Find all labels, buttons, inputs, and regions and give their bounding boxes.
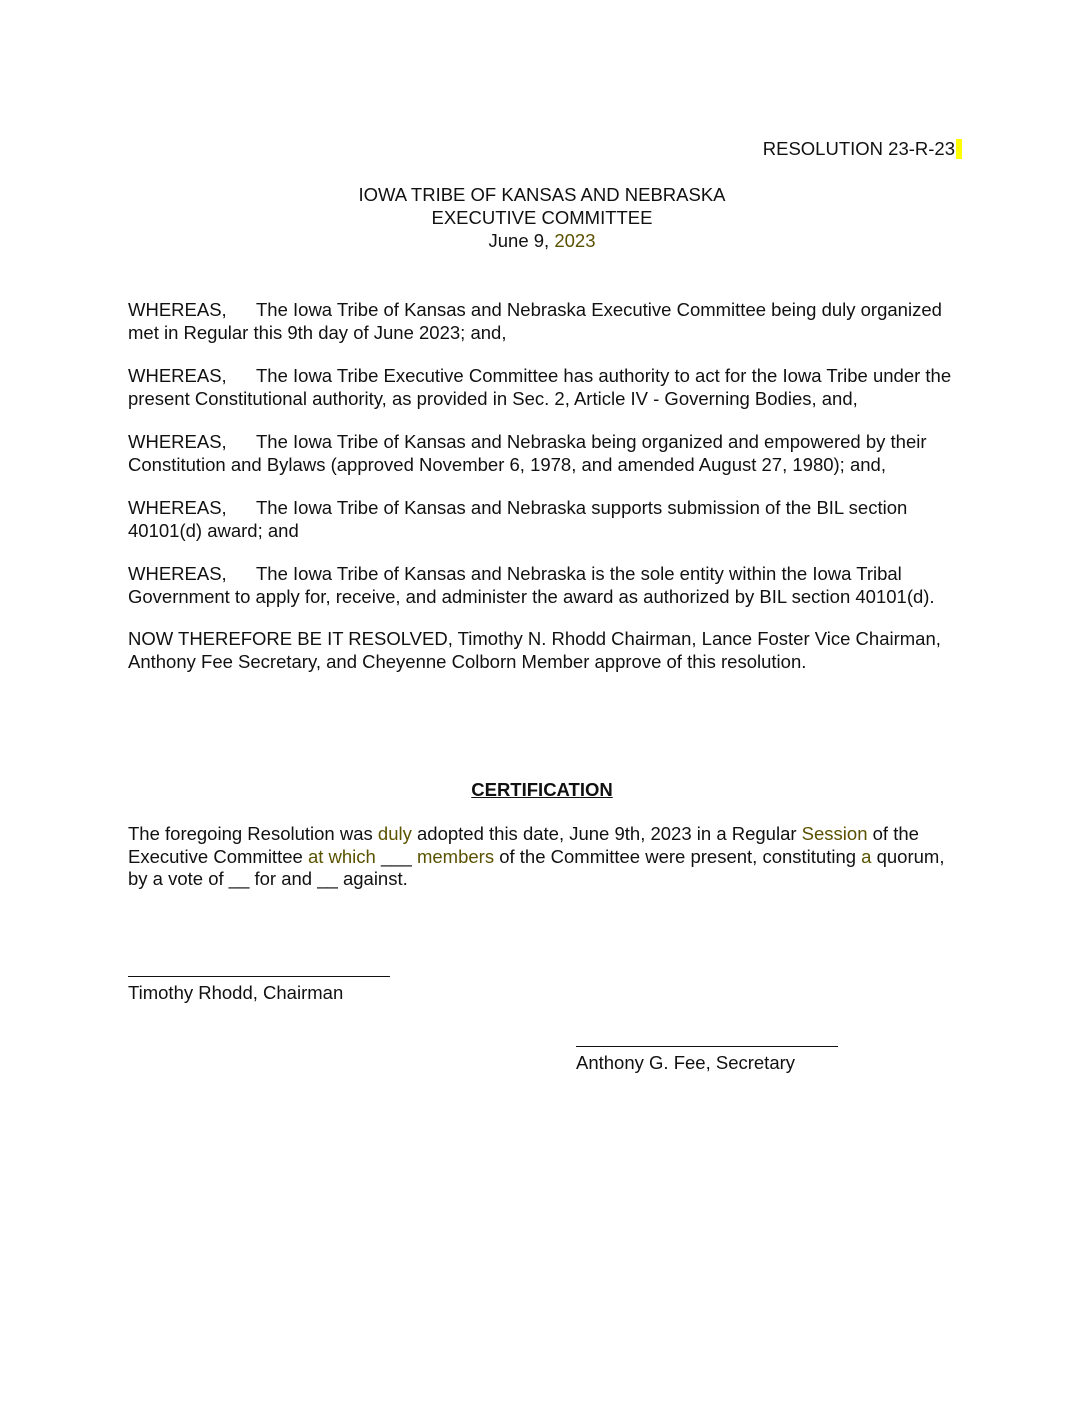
cert-text: quorum, by a vote of __ for and __ against. xyxy=(128,845,945,889)
whereas-lead: WHEREAS, xyxy=(128,299,227,320)
header-date-prefix: June 9, xyxy=(488,230,555,251)
certification-paragraph xyxy=(128,823,968,891)
whereas-text: The Iowa Tribe of Kansas and Nebraska is the sole entity within the Iowa Tribal Government to apply for, receive, and administer the award as authorized by BIL section 40101(d). xyxy=(128,563,935,607)
whereas-text: The Iowa Tribe of Kansas and Nebraska being organized and empowered by their Constitution and Bylaws (approved November 6, 1978, and amended August 27, 1980); and, xyxy=(128,431,927,475)
header-date xyxy=(0,230,1084,253)
signature-name: Anthony G. Fee, Secretary xyxy=(576,1052,796,1073)
signature-block-chairman xyxy=(128,976,390,1005)
cert-text: of the Committee were present, constituting xyxy=(494,845,862,867)
header-date-year: 2023 xyxy=(554,230,596,251)
signature-block-secretary xyxy=(576,1046,838,1075)
whereas-lead: WHEREAS, xyxy=(128,563,227,584)
cert-text-changed: a xyxy=(861,845,872,867)
whereas-lead: WHEREAS, xyxy=(128,365,227,386)
whereas-text: The Iowa Tribe of Kansas and Nebraska supports submission of the BIL section 40101(d) award; and xyxy=(128,497,908,541)
cert-text: of the Executive Committee xyxy=(128,823,919,867)
signature-line xyxy=(128,976,390,977)
header-line-tribe: IOWA TRIBE OF KANSAS AND NEBRASKA xyxy=(358,184,726,205)
cert-text-changed: duly xyxy=(377,823,412,844)
whereas-paragraph xyxy=(128,497,968,542)
certification-title: CERTIFICATION xyxy=(471,779,613,800)
signature-line xyxy=(576,1046,838,1047)
header-line-committee: EXECUTIVE COMMITTEE xyxy=(431,207,653,228)
cert-text-changed: members xyxy=(416,845,495,867)
whereas-text: The Iowa Tribe Executive Committee has authority to act for the Iowa Tribe under the present Constitutional authority, as provided in Sec. 2, Article IV - Governing Bodies, and, xyxy=(128,365,952,409)
whereas-paragraph xyxy=(128,431,968,476)
cert-text: The foregoing Resolution was xyxy=(128,823,378,844)
whereas-lead: WHEREAS, xyxy=(128,497,227,518)
highlight-mark xyxy=(956,139,962,159)
cert-text: adopted this date, June 9th, 2023 in a Regular xyxy=(411,823,802,844)
whereas-text: The Iowa Tribe of Kansas and Nebraska Executive Committee being duly organized met in Regular this 9th day of June 2023; and, xyxy=(128,299,942,343)
whereas-paragraph xyxy=(128,365,968,410)
whereas-paragraph xyxy=(128,563,968,608)
resolution-body xyxy=(128,299,968,694)
cert-text-changed: at which xyxy=(307,845,376,867)
cert-text: ___ xyxy=(375,845,417,867)
cert-text-changed: Session xyxy=(801,823,868,844)
resolved-paragraph: NOW THEREFORE BE IT RESOLVED, Timothy N. Rhodd Chairman, Lance Foster Vice Chairman, Anthony Fee Secretary, and Cheyenne Colborn Member approve of this resolution. xyxy=(128,628,941,672)
resolution-number xyxy=(740,138,962,161)
whereas-lead: WHEREAS, xyxy=(128,431,227,452)
signature-name: Timothy Rhodd, Chairman xyxy=(128,982,344,1003)
resolution-number-text: RESOLUTION 23-R-23 xyxy=(762,138,955,159)
whereas-paragraph xyxy=(128,299,968,344)
document-header xyxy=(0,184,1084,253)
